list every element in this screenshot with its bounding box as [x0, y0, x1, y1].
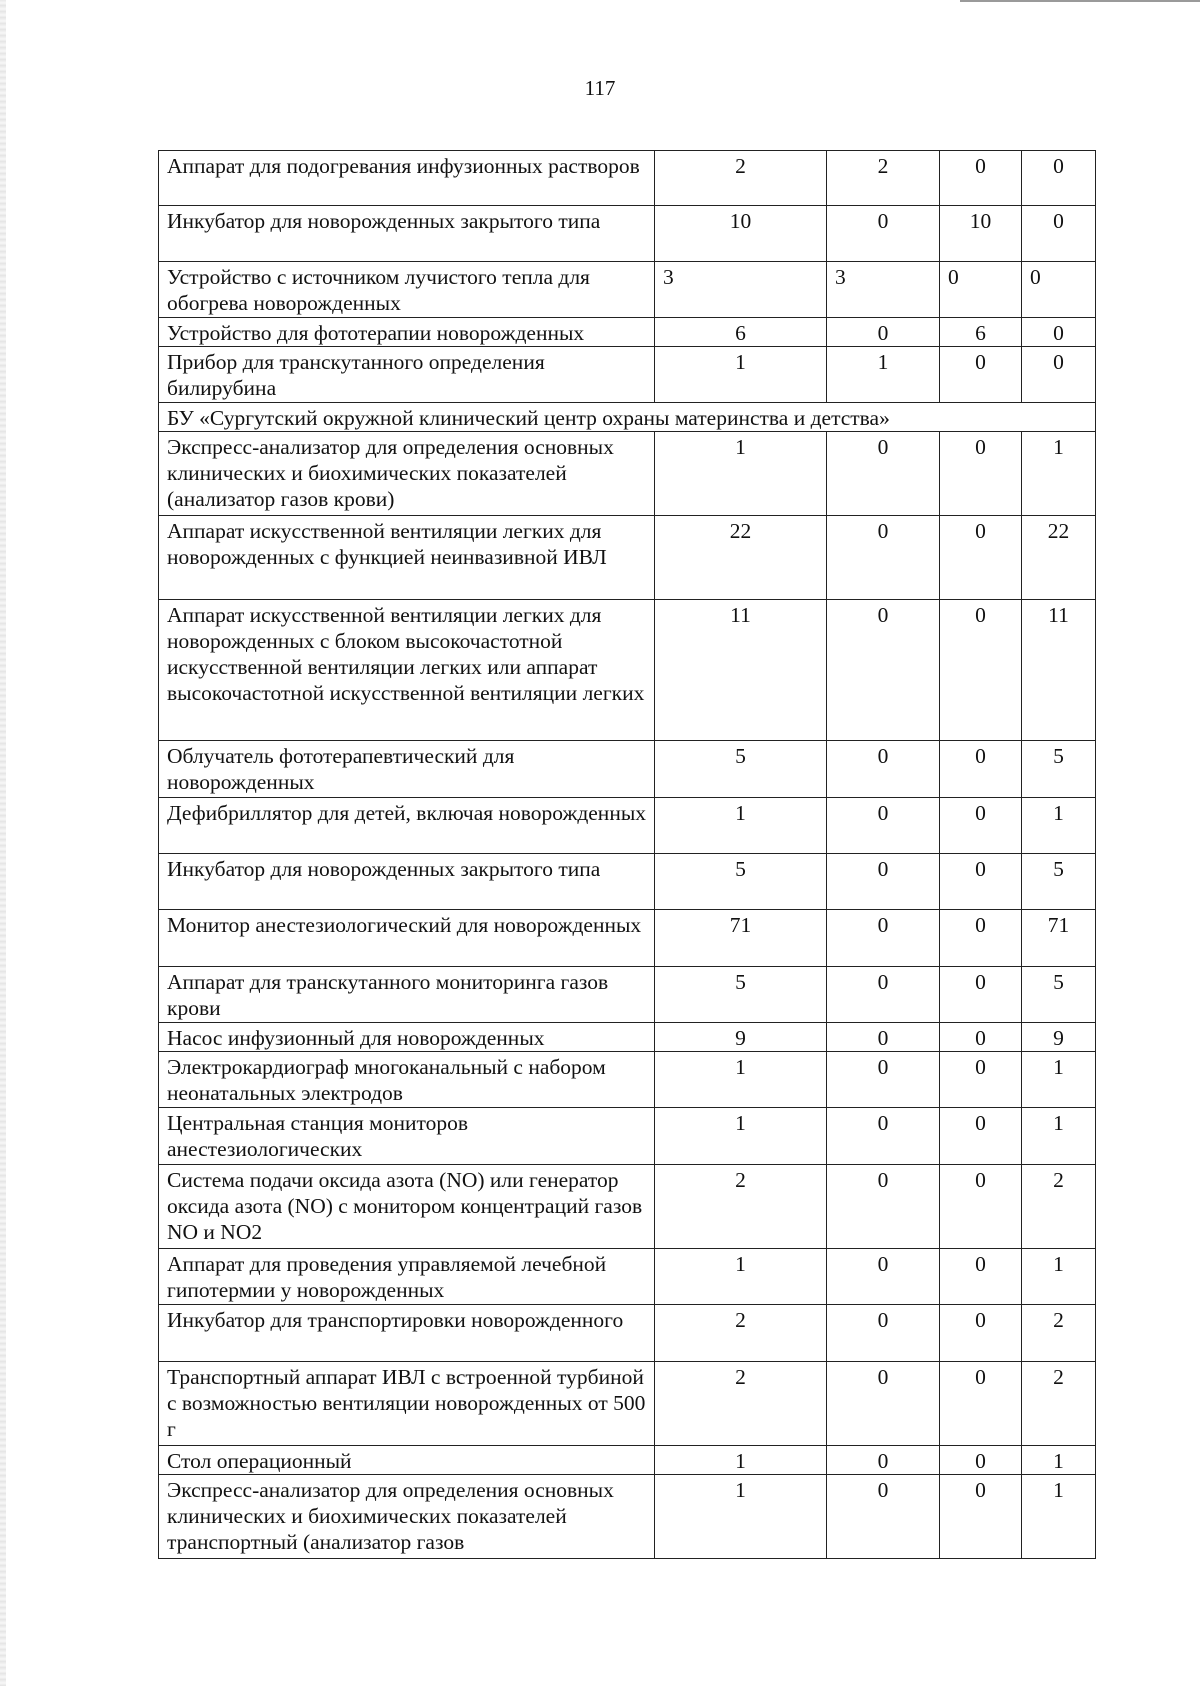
value-cell: 0 — [940, 1475, 1022, 1559]
value-cell: 1 — [655, 347, 827, 403]
value-cell: 0 — [940, 1023, 1022, 1052]
value-cell: 71 — [655, 910, 827, 967]
equipment-name-cell: Центральная станция мониторов анестезиологических — [159, 1108, 655, 1165]
value-cell: 1 — [1022, 1446, 1096, 1475]
value-cell: 1 — [1022, 1108, 1096, 1165]
value-cell: 0 — [827, 1249, 940, 1305]
value-cell: 0 — [940, 1249, 1022, 1305]
value-cell: 2 — [655, 1165, 827, 1249]
equipment-name-cell: Насос инфузионный для новорожденных — [159, 1023, 655, 1052]
equipment-name-cell: Экспресс-анализатор для определения основных клинических и биохимических показателей транспортный (анализатор газов — [159, 1475, 655, 1559]
value-cell: 6 — [940, 318, 1022, 347]
equipment-name-cell: Аппарат для подогревания инфузионных растворов — [159, 151, 655, 206]
equipment-name-cell: Аппарат для транскутанного мониторинга газов крови — [159, 967, 655, 1023]
value-cell: 10 — [655, 206, 827, 262]
equipment-name-cell: Инкубатор для новорожденных закрытого типа — [159, 854, 655, 910]
table-row — [159, 600, 1096, 741]
table-row — [159, 967, 1096, 1023]
value-cell: 1 — [655, 1446, 827, 1475]
value-cell: 10 — [940, 206, 1022, 262]
value-cell: 0 — [940, 347, 1022, 403]
equipment-name-cell: Инкубатор для новорожденных закрытого типа — [159, 206, 655, 262]
equipment-name-cell: Экспресс-анализатор для определения основных клинических и биохимических показателей (анализатор газов крови) — [159, 432, 655, 516]
value-cell: 1 — [1022, 1475, 1096, 1559]
value-cell: 0 — [827, 854, 940, 910]
value-cell: 11 — [1022, 600, 1096, 741]
table-row — [159, 798, 1096, 854]
value-cell: 2 — [1022, 1362, 1096, 1446]
value-cell: 0 — [1022, 206, 1096, 262]
value-cell: 0 — [827, 206, 940, 262]
value-cell: 1 — [1022, 432, 1096, 516]
value-cell: 3 — [655, 262, 827, 318]
value-cell: 2 — [655, 1305, 827, 1362]
table-row — [159, 1023, 1096, 1052]
table-row — [159, 432, 1096, 516]
table-row — [159, 1249, 1096, 1305]
table-row — [159, 1165, 1096, 1249]
value-cell: 2 — [655, 1362, 827, 1446]
value-cell: 0 — [827, 910, 940, 967]
table-row — [159, 347, 1096, 403]
equipment-name-cell: Облучатель фототерапевтический для новорожденных — [159, 741, 655, 798]
table-row — [159, 1475, 1096, 1559]
value-cell: 0 — [940, 1052, 1022, 1108]
equipment-name-cell: Транспортный аппарат ИВЛ с встроенной турбиной с возможностью вентиляции новорожденных от 500 г — [159, 1362, 655, 1446]
value-cell: 0 — [827, 516, 940, 600]
value-cell: 0 — [940, 151, 1022, 206]
section-row — [159, 403, 1096, 432]
table-row — [159, 1108, 1096, 1165]
equipment-name-cell: Дефибриллятор для детей, включая новорожденных — [159, 798, 655, 854]
value-cell: 5 — [1022, 967, 1096, 1023]
value-cell: 0 — [940, 1165, 1022, 1249]
table-row — [159, 1052, 1096, 1108]
value-cell: 2 — [1022, 1165, 1096, 1249]
value-cell: 0 — [827, 967, 940, 1023]
table-row — [159, 262, 1096, 318]
table-row — [159, 151, 1096, 206]
value-cell: 0 — [827, 1108, 940, 1165]
equipment-table — [158, 150, 1096, 1559]
value-cell: 0 — [940, 1362, 1022, 1446]
value-cell: 1 — [655, 1052, 827, 1108]
value-cell: 0 — [1022, 262, 1096, 318]
value-cell: 5 — [1022, 854, 1096, 910]
equipment-name-cell: Стол операционный — [159, 1446, 655, 1475]
value-cell: 0 — [940, 741, 1022, 798]
value-cell: 0 — [940, 1446, 1022, 1475]
scan-top-line — [960, 0, 1200, 2]
value-cell: 0 — [827, 1305, 940, 1362]
value-cell: 1 — [655, 1108, 827, 1165]
value-cell: 1 — [655, 798, 827, 854]
table-row — [159, 741, 1096, 798]
value-cell: 9 — [655, 1023, 827, 1052]
value-cell: 0 — [827, 1023, 940, 1052]
value-cell: 0 — [940, 854, 1022, 910]
value-cell: 1 — [1022, 1249, 1096, 1305]
table-row — [159, 206, 1096, 262]
value-cell: 1 — [1022, 1052, 1096, 1108]
value-cell: 0 — [827, 1165, 940, 1249]
value-cell: 22 — [655, 516, 827, 600]
value-cell: 6 — [655, 318, 827, 347]
value-cell: 0 — [940, 600, 1022, 741]
value-cell: 0 — [940, 798, 1022, 854]
table-row — [159, 910, 1096, 967]
value-cell: 0 — [940, 262, 1022, 318]
value-cell: 0 — [827, 432, 940, 516]
table-row — [159, 1362, 1096, 1446]
equipment-name-cell: Аппарат для проведения управляемой лечебной гипотермии у новорожденных — [159, 1249, 655, 1305]
value-cell: 0 — [827, 1475, 940, 1559]
equipment-name-cell: Аппарат искусственной вентиляции легких для новорожденных с блоком высокочастотной искусственной вентиляции легких или аппарат высокочастотной искусственной вентиляции легких — [159, 600, 655, 741]
value-cell: 11 — [655, 600, 827, 741]
equipment-name-cell: Монитор анестезиологический для новорожденных — [159, 910, 655, 967]
value-cell: 22 — [1022, 516, 1096, 600]
value-cell: 1 — [655, 432, 827, 516]
value-cell: 0 — [1022, 318, 1096, 347]
value-cell: 5 — [655, 967, 827, 1023]
value-cell: 0 — [940, 1305, 1022, 1362]
value-cell: 0 — [827, 318, 940, 347]
value-cell: 2 — [1022, 1305, 1096, 1362]
value-cell: 0 — [827, 1362, 940, 1446]
table-row — [159, 1305, 1096, 1362]
value-cell: 5 — [655, 741, 827, 798]
value-cell: 3 — [827, 262, 940, 318]
value-cell: 0 — [940, 432, 1022, 516]
value-cell: 0 — [940, 516, 1022, 600]
value-cell: 0 — [827, 798, 940, 854]
value-cell: 0 — [827, 600, 940, 741]
value-cell: 1 — [827, 347, 940, 403]
value-cell: 2 — [827, 151, 940, 206]
value-cell: 2 — [655, 151, 827, 206]
equipment-name-cell: Прибор для транскутанного определения билирубина — [159, 347, 655, 403]
value-cell: 0 — [827, 1052, 940, 1108]
equipment-name-cell: Система подачи оксида азота (NO) или генератор оксида азота (NO) с монитором концентраций газов NO и NO2 — [159, 1165, 655, 1249]
value-cell: 0 — [1022, 151, 1096, 206]
value-cell: 1 — [655, 1249, 827, 1305]
table-row — [159, 318, 1096, 347]
value-cell: 0 — [827, 1446, 940, 1475]
equipment-name-cell: Аппарат искусственной вентиляции легких для новорожденных с функцией неинвазивной ИВЛ — [159, 516, 655, 600]
value-cell: 0 — [1022, 347, 1096, 403]
equipment-name-cell: Устройство с источником лучистого тепла для обогрева новорожденных — [159, 262, 655, 318]
value-cell: 71 — [1022, 910, 1096, 967]
table-row — [159, 854, 1096, 910]
equipment-name-cell: Устройство для фототерапии новорожденных — [159, 318, 655, 347]
value-cell: 0 — [827, 741, 940, 798]
section-title: БУ «Сургутский окружной клинический центр охраны материнства и детства» — [159, 403, 1096, 432]
scan-edge — [0, 0, 6, 1686]
value-cell: 5 — [655, 854, 827, 910]
table-row — [159, 1446, 1096, 1475]
equipment-name-cell: Электрокардиограф многоканальный с набором неонатальных электродов — [159, 1052, 655, 1108]
value-cell: 5 — [1022, 741, 1096, 798]
value-cell: 1 — [655, 1475, 827, 1559]
value-cell: 0 — [940, 1108, 1022, 1165]
table-row — [159, 516, 1096, 600]
equipment-name-cell: Инкубатор для транспортировки новорожденного — [159, 1305, 655, 1362]
page-number: 117 — [584, 76, 616, 100]
value-cell: 9 — [1022, 1023, 1096, 1052]
value-cell: 0 — [940, 967, 1022, 1023]
value-cell: 1 — [1022, 798, 1096, 854]
value-cell: 0 — [940, 910, 1022, 967]
